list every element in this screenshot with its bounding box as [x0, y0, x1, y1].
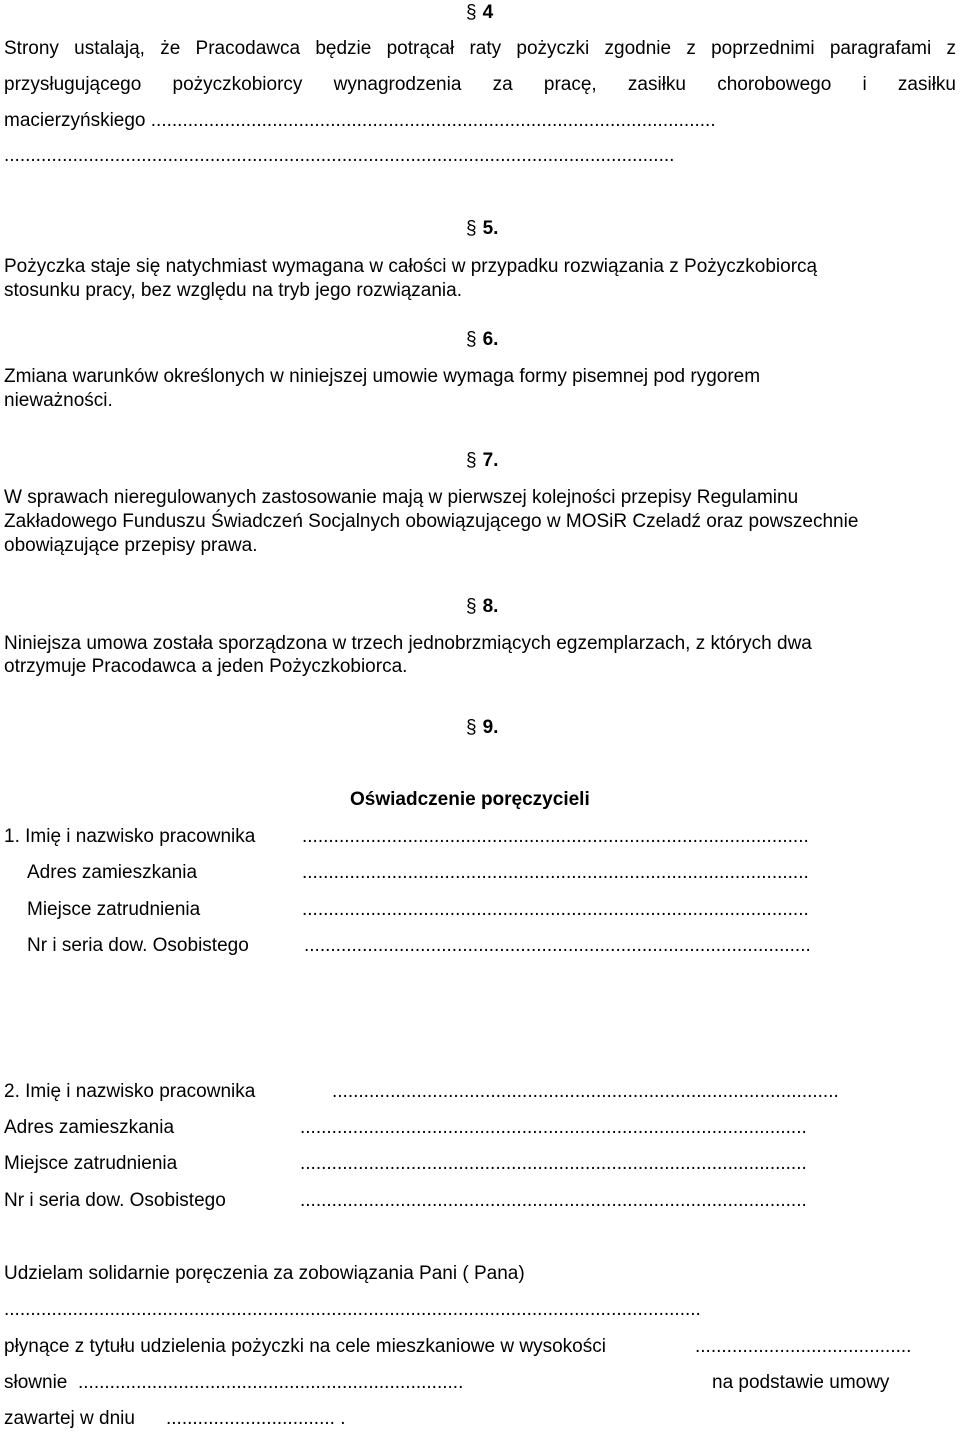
surety-borrower-field[interactable]: ....................................................................................................................................	[4, 1299, 701, 1320]
section-symbol: §	[466, 2, 477, 23]
guarantor-1-name-field[interactable]: ................................................................................................	[302, 826, 809, 847]
section-number: 9.	[482, 717, 499, 738]
declaration-heading: Oświadczenie poręczycieli	[350, 789, 590, 810]
section-7-heading	[466, 450, 498, 472]
guarantor-1-workplace-label: Miejsce zatrudnienia	[27, 899, 201, 920]
paragraph-4-line-1: Strony ustalają, że Pracodawca będzie potrącał raty pożyczki zgodnie z poprzednimi paragrafami z	[4, 38, 956, 59]
surety-words-label: słownie	[4, 1372, 68, 1393]
guarantor-2-workplace-label: Miejsce zatrudnienia	[4, 1153, 178, 1174]
guarantor-1-name-label: 1. Imię i nazwisko pracownika	[4, 826, 256, 847]
guarantor-2-id-field[interactable]: ................................................................................................	[300, 1190, 807, 1211]
guarantor-2-workplace-field[interactable]: ................................................................................................	[300, 1153, 807, 1174]
paragraph-7-line-1: W sprawach nieregulowanych zastosowanie mają w pierwszej kolejności przepisy Regulaminu	[4, 487, 799, 508]
guarantor-2-name-field[interactable]: ................................................................................................	[332, 1081, 839, 1102]
paragraph-6-line-2: nieważności.	[4, 390, 113, 411]
surety-words-field[interactable]: .........................................................................	[78, 1372, 464, 1393]
paragraph-8-line-2: otrzymuje Pracodawca a jeden Pożyczkobiorca.	[4, 656, 408, 677]
section-6-heading	[466, 329, 498, 351]
section-number: 8.	[482, 596, 499, 617]
guarantor-2-address-field[interactable]: ................................................................................................	[300, 1117, 807, 1138]
paragraph-5-line-2: stosunku pracy, bez względu na tryb jego rozwiązania.	[4, 280, 463, 301]
paragraph-4-line-2: przysługującego pożyczkobiorcy wynagrodzenia za pracę, zasiłku chorobowego i zasiłku	[4, 74, 956, 95]
surety-date-field[interactable]: ................................ .	[166, 1408, 346, 1429]
paragraph-5-line-1: Pożyczka staje się natychmiast wymagana w całości w przypadku rozwiązania z Pożyczkobiorcą	[4, 256, 818, 277]
guarantor-2-address-label: Adres zamieszkania	[4, 1117, 175, 1138]
surety-amount-label: płynące z tytułu udzielenia pożyczki na cele mieszkaniowe w wysokości	[4, 1336, 606, 1357]
guarantor-2-name-label: 2. Imię i nazwisko pracownika	[4, 1081, 256, 1102]
section-8-heading	[466, 596, 498, 618]
section-symbol: §	[466, 218, 477, 239]
section-symbol: §	[466, 329, 477, 350]
paragraph-6-line-1: Zmiana warunków określonych w niniejszej umowie wymaga formy pisemnej pod rygorem	[4, 366, 761, 387]
section-4-heading	[466, 2, 493, 24]
guarantor-1-workplace-field[interactable]: ................................................................................................	[302, 899, 809, 920]
paragraph-8-line-1: Niniejsza umowa została sporządzona w trzech jednobrzmiących egzemplarzach, z których dwa	[4, 633, 812, 654]
section-9-heading	[466, 717, 498, 739]
guarantor-1-address-label: Adres zamieszkania	[27, 862, 198, 883]
section-number: 5.	[482, 218, 499, 239]
guarantor-2-id-label: Nr i seria dow. Osobistego	[4, 1190, 226, 1211]
paragraph-4-line-3: macierzyńskiego ...........................................................................................................	[4, 110, 716, 131]
guarantor-1-address-field[interactable]: ................................................................................................	[302, 862, 809, 883]
section-symbol: §	[466, 450, 477, 471]
surety-date-label: zawartej w dniu	[4, 1408, 135, 1429]
section-5-heading	[466, 218, 498, 240]
section-number: 4	[482, 2, 494, 23]
guarantor-1-id-label: Nr i seria dow. Osobistego	[27, 935, 249, 956]
section-symbol: §	[466, 596, 477, 617]
surety-amount-field[interactable]: .........................................	[695, 1336, 912, 1357]
paragraph-7-line-2: Zakładowego Funduszu Świadczeń Socjalnych obowiązującego w MOSiR Czeladź oraz powszechnie	[4, 511, 859, 532]
section-number: 6.	[482, 329, 499, 350]
surety-contract-label: na podstawie umowy	[712, 1372, 890, 1393]
section-number: 7.	[482, 450, 499, 471]
guarantor-1-id-field[interactable]: ................................................................................................	[304, 935, 811, 956]
paragraph-4-line-4: ...............................................................................................................................	[4, 145, 675, 166]
paragraph-7-line-3: obowiązujące przepisy prawa.	[4, 535, 258, 556]
section-symbol: §	[466, 717, 477, 738]
surety-line-1: Udzielam solidarnie poręczenia za zobowiązania Pani ( Pana)	[4, 1263, 525, 1284]
